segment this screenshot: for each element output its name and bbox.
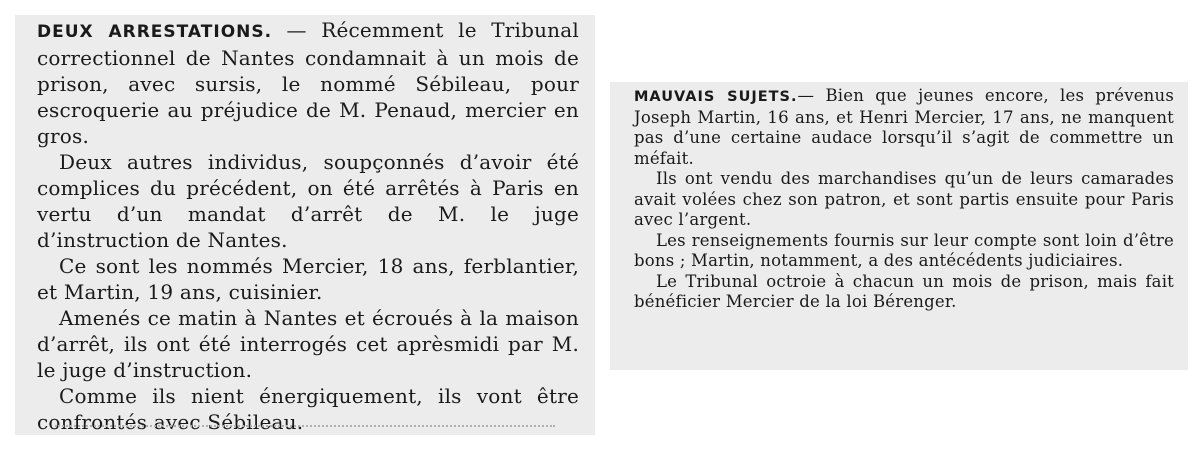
left-article-paragraph: Deux autres individus, soupçonnés d’avoir été complices du précédent, on été arrêtés à Paris en vertu d’un mandat d’arrêt de M. le juge d’instruction de Nantes. xyxy=(37,150,579,252)
right-article-paragraph: Le Tribunal octroie à chacun un mois de prison, mais fait bénéficier Mercier de la loi Bérenger. xyxy=(634,271,1174,311)
left-article-lead-paragraph xyxy=(37,17,579,149)
left-newspaper-clipping xyxy=(15,15,595,435)
right-article-lead-text: — Bien que jeunes encore, les prévenus Joseph Martin, 16 ans, et Henri Mercier, 17 ans, ne manquent pas d’une certaine audace lorsqu’il s’agit de commettre un méfait. xyxy=(634,86,1174,168)
left-article-paragraph: Amenés ce matin à Nantes et écroués à la maison d’arrêt, ils ont été interrogés cet aprèsmidi par M. le juge d’instruction. xyxy=(37,306,579,382)
clipping-bottom-rule xyxy=(55,425,555,431)
left-article-headline: DEUX ARRESTATIONS. xyxy=(37,22,273,42)
left-article-paragraph: Comme ils nient énergiquement, ils vont être confrontés avec Sébileau. xyxy=(37,384,579,434)
right-article-lead-paragraph xyxy=(634,86,1174,169)
right-newspaper-clipping xyxy=(610,82,1188,370)
right-article-paragraph: Les renseignements fournis sur leur compte sont loin d’être bons ; Martin, notamment, a des antécédents judiciaires. xyxy=(634,230,1174,270)
left-article-lead-text: — Récemment le Tribunal correctionnel de Nantes condamnait à un mois de prison, avec sursis, le nommé Sébileau, pour escroquerie au préjudice de M. Penaud, mercier en gros. xyxy=(37,18,579,148)
left-article-paragraph: Ce sont les nommés Mercier, 18 ans, ferblantier, et Martin, 19 ans, cuisinier. xyxy=(37,254,579,304)
right-article-paragraph: Ils ont vendu des marchandises qu’un de leurs camarades avait volées chez son patron, et sont partis ensuite pour Paris avec l’argent. xyxy=(634,169,1174,229)
right-article-headline: MAUVAIS SUJETS. xyxy=(634,89,798,105)
